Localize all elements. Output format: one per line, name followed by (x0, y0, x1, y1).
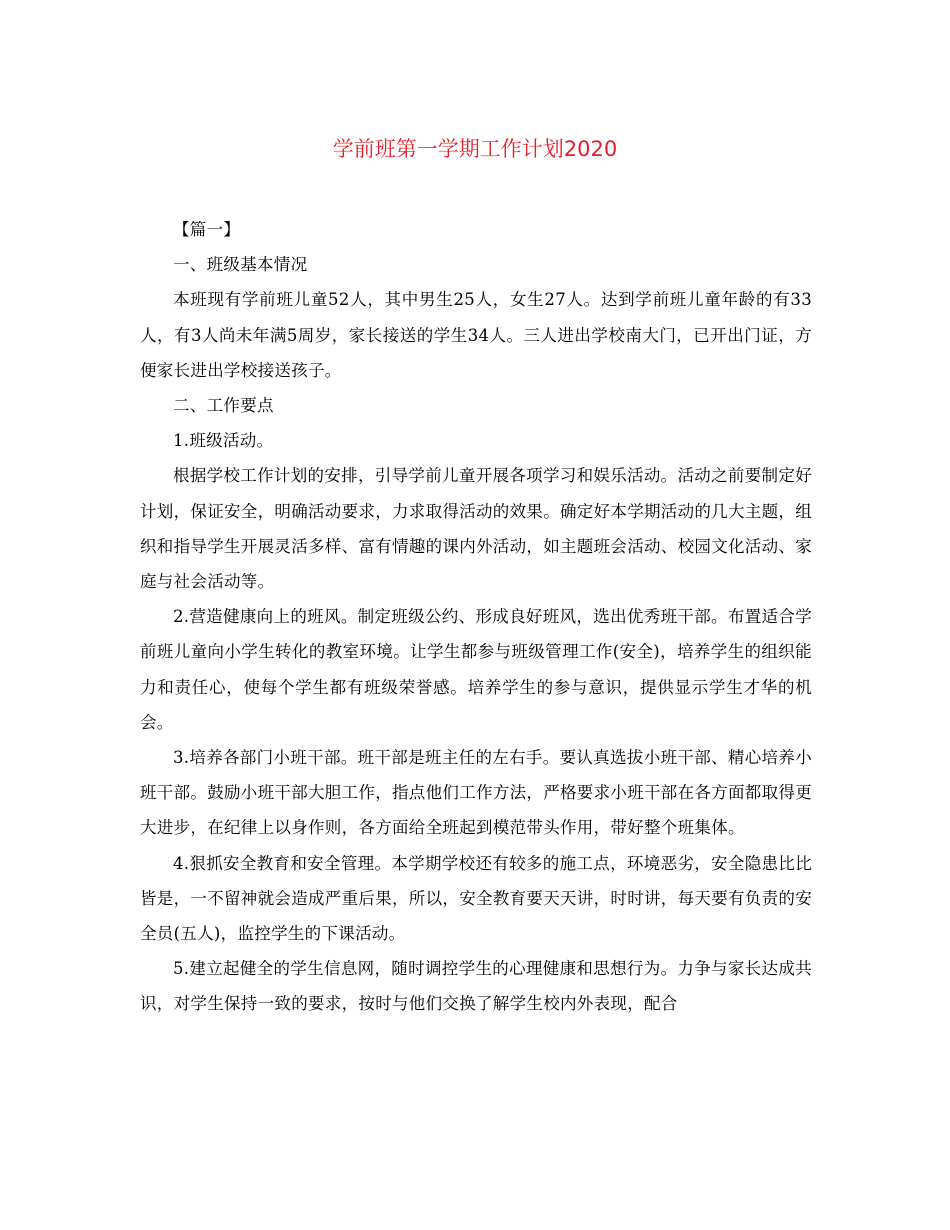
paragraph-activities: 根据学校工作计划的安排，引导学前儿童开展各项学习和娱乐活动。活动之前要制定好计划，保证安全，明确活动要求，力求取得活动的效果。确定好本学期活动的几大主题，组织和指导学生开展灵活多样、富有情趣的课内外活动，如主题班会活动、校园文化活动、家庭与社会活动等。 (140, 466, 812, 592)
paragraph-class-style: 2.营造健康向上的班风。制定班级公约、形成良好班风，选出优秀班干部。布置适合学前班儿童向小学生转化的教室环境。让学生都参与班级管理工作(安全)，培养学生的组织能力和责任心，使每个学生都有班级荣誉感。培养学生的参与意识，提供显示学生才华的机会。 (140, 607, 812, 732)
heading-class-basic-info: 一、班级基本情况 (173, 255, 308, 275)
heading-work-points: 二、工作要点 (173, 396, 274, 416)
document-body (140, 212, 812, 1022)
section-label: 【篇一】 (173, 220, 241, 239)
paragraph-class-info: 本班现有学前班儿童52人，其中男生25人，女生27人。达到学前班儿童年龄的有33人，有3人尚未年满5周岁，家长接送的学生34人。三人进出学校南大门，已开出门证，方便家长进出学校接送孩子。 (140, 290, 812, 380)
paragraph-safety: 4.狠抓安全教育和安全管理。本学期学校还有较多的施工点，环境恶劣，安全隐患比比皆是，一不留神就会造成严重后果，所以，安全教育要天天讲，时时讲，每天要有负责的安全员(五人)，监控学生的下课活动。 (140, 853, 812, 944)
heading-class-activities: 1.班级活动。 (173, 431, 274, 451)
paragraph-class-leaders: 3.培养各部门小班干部。班干部是班主任的左右手。要认真选拔小班干部、精心培养小班干部。鼓励小班干部大胆工作，指点他们工作方法，严格要求小班干部在各方面都取得更大进步，在纪律上以身作则，各方面给全班起到模范带头作用，带好整个班集体。 (140, 748, 812, 838)
paragraph-info-network: 5.建立起健全的学生信息网，随时调控学生的心理健康和思想行为。力争与家长达成共识，对学生保持一致的要求，按时与他们交换了解学生校内外表现，配合 (140, 959, 812, 1014)
document-title: 学前班第一学期工作计划2020 (332, 137, 618, 161)
